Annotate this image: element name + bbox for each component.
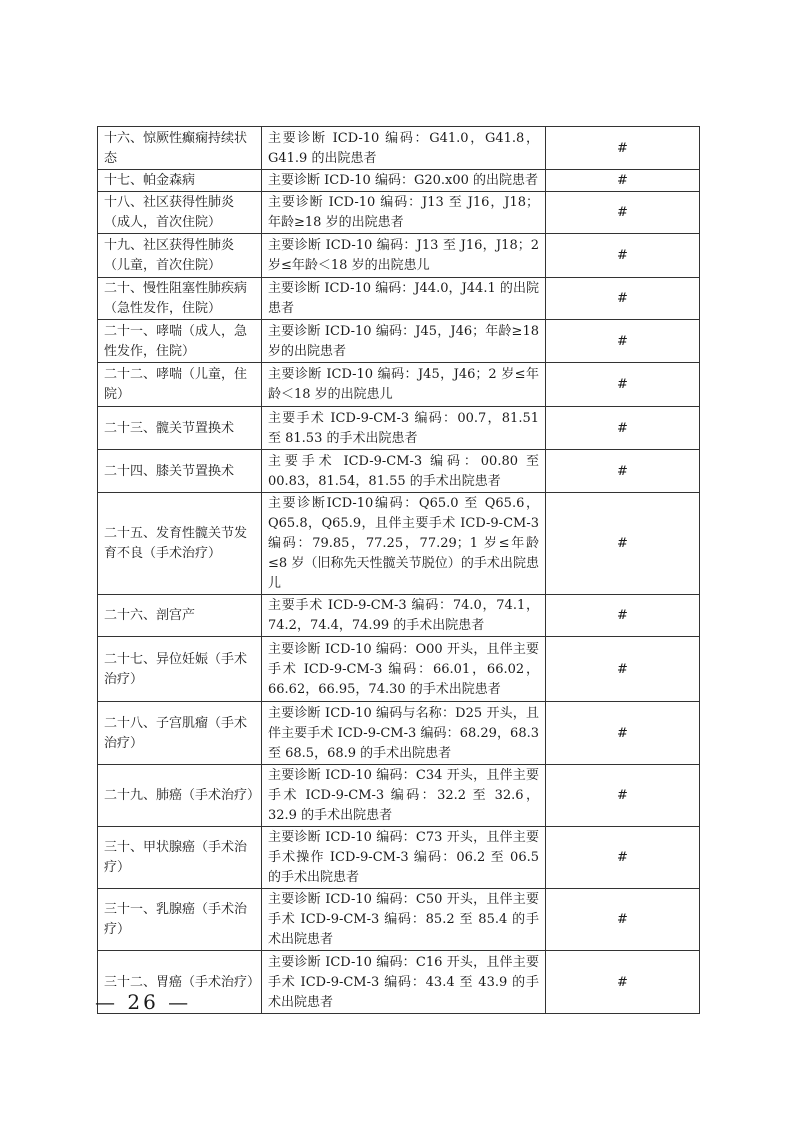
criteria-cell: 主要手术 ICD-9-CM-3 编码：74.0，74.1，74.2，74.4，74.99 的手术出院患者 bbox=[262, 595, 546, 637]
value-cell: # bbox=[546, 363, 700, 407]
criteria-cell: 主要手术 ICD-9-CM-3 编码：00.80 至 00.83，81.54，81.55 的手术出院患者 bbox=[262, 450, 546, 493]
criteria-cell: 主要诊断 ICD-10 编码：C73 开头，且伴主要手术操作 ICD-9-CM-3 编码：06.2 至 06.5 的手术出院患者 bbox=[262, 827, 546, 889]
page-number: — 26 — bbox=[95, 990, 192, 1014]
value-cell: # bbox=[546, 827, 700, 889]
criteria-cell: 主要诊断 ICD-10 编码：J45，J46；年龄≥18 岁的出院患者 bbox=[262, 320, 546, 363]
value-cell: # bbox=[546, 765, 700, 827]
value-cell: # bbox=[546, 450, 700, 493]
disease-name-cell: 三十二、胃癌（手术治疗） bbox=[98, 951, 262, 1014]
disease-name-cell: 十七、帕金森病 bbox=[98, 170, 262, 192]
table-row bbox=[98, 278, 700, 320]
criteria-cell: 主要诊断 ICD-10 编码：J44.0，J44.1 的出院患者 bbox=[262, 278, 546, 320]
criteria-cell: 主要诊断 ICD-10 编码：J45，J46；2 岁≤年龄＜18 岁的出院患儿 bbox=[262, 363, 546, 407]
table-row bbox=[98, 234, 700, 278]
table-row bbox=[98, 493, 700, 595]
criteria-cell: 主要诊断 ICD-10 编码：C16 开头，且伴主要手术 ICD-9-CM-3 编码：43.4 至 43.9 的手术出院患者 bbox=[262, 951, 546, 1014]
table-row bbox=[98, 170, 700, 192]
disease-name-cell: 二十九、肺癌（手术治疗） bbox=[98, 765, 262, 827]
value-cell: # bbox=[546, 889, 700, 951]
criteria-cell: 主要手术 ICD-9-CM-3 编码：00.7，81.51 至 81.53 的手术出院患者 bbox=[262, 407, 546, 450]
table-row bbox=[98, 827, 700, 889]
disease-name-cell: 二十、慢性阻塞性肺疾病（急性发作，住院） bbox=[98, 278, 262, 320]
value-cell: # bbox=[546, 320, 700, 363]
criteria-cell: 主要诊断 ICD-10 编码与名称：D25 开头，且伴主要手术 ICD-9-CM-3 编码：68.29，68.3 至 68.5，68.9 的手术出院患者 bbox=[262, 702, 546, 765]
disease-name-cell: 十六、惊厥性癫痫持续状态 bbox=[98, 127, 262, 170]
table-row bbox=[98, 127, 700, 170]
table-row bbox=[98, 637, 700, 702]
value-cell: # bbox=[546, 407, 700, 450]
table-row bbox=[98, 595, 700, 637]
disease-name-cell: 三十、甲状腺癌（手术治疗） bbox=[98, 827, 262, 889]
criteria-cell: 主要诊断 ICD-10 编码：C50 开头，且伴主要手术 ICD-9-CM-3 编码：85.2 至 85.4 的手术出院患者 bbox=[262, 889, 546, 951]
disease-name-cell: 三十一、乳腺癌（手术治疗） bbox=[98, 889, 262, 951]
table-row bbox=[98, 363, 700, 407]
table-row bbox=[98, 320, 700, 363]
disease-name-cell: 十八、社区获得性肺炎（成人，首次住院） bbox=[98, 192, 262, 234]
value-cell: # bbox=[546, 595, 700, 637]
criteria-cell: 主要诊断 ICD-10 编码：G41.0，G41.8，G41.9 的出院患者 bbox=[262, 127, 546, 170]
disease-name-cell: 十九、社区获得性肺炎（儿童，首次住院） bbox=[98, 234, 262, 278]
value-cell: # bbox=[546, 234, 700, 278]
disease-name-cell: 二十五、发育性髋关节发育不良（手术治疗） bbox=[98, 493, 262, 595]
disease-name-cell: 二十二、哮喘（儿童，住院） bbox=[98, 363, 262, 407]
criteria-cell: 主要诊断 ICD-10 编码：O00 开头，且伴主要手术 ICD-9-CM-3 编码：66.01，66.02，66.62，66.95，74.30 的手术出院患者 bbox=[262, 637, 546, 702]
value-cell: # bbox=[546, 278, 700, 320]
table-row bbox=[98, 702, 700, 765]
criteria-cell: 主要诊断 ICD-10 编码：G20.x00 的出院患者 bbox=[262, 170, 546, 192]
value-cell: # bbox=[546, 493, 700, 595]
value-cell: # bbox=[546, 702, 700, 765]
table-row bbox=[98, 765, 700, 827]
table-row bbox=[98, 450, 700, 493]
value-cell: # bbox=[546, 170, 700, 192]
value-cell: # bbox=[546, 192, 700, 234]
disease-name-cell: 二十四、膝关节置换术 bbox=[98, 450, 262, 493]
value-cell: # bbox=[546, 951, 700, 1014]
table-row bbox=[98, 889, 700, 951]
value-cell: # bbox=[546, 127, 700, 170]
disease-name-cell: 二十六、剖宫产 bbox=[98, 595, 262, 637]
disease-name-cell: 二十七、异位妊娠（手术治疗） bbox=[98, 637, 262, 702]
criteria-cell: 主要诊断 ICD-10 编码：J13 至 J16，J18；年龄≥18 岁的出院患者 bbox=[262, 192, 546, 234]
table-row bbox=[98, 192, 700, 234]
disease-name-cell: 二十八、子宫肌瘤（手术治疗） bbox=[98, 702, 262, 765]
value-cell: # bbox=[546, 637, 700, 702]
criteria-cell: 主要诊断 ICD-10 编码：C34 开头，且伴主要手术 ICD-9-CM-3 编码：32.2 至 32.6，32.9 的手术出院患者 bbox=[262, 765, 546, 827]
table-row bbox=[98, 407, 700, 450]
quality-indicator-table bbox=[97, 126, 700, 1014]
criteria-cell: 主要诊断ICD-10编码：Q65.0 至 Q65.6，Q65.8，Q65.9，且伴主要手术 ICD-9-CM-3 编码：79.85，77.25，77.29；1 岁≤年龄≤8 岁（旧称先天性髋关节脱位）的手术出院患儿 bbox=[262, 493, 546, 595]
disease-name-cell: 二十三、髋关节置换术 bbox=[98, 407, 262, 450]
criteria-cell: 主要诊断 ICD-10 编码：J13 至 J16，J18；2 岁≤年龄＜18 岁的出院患儿 bbox=[262, 234, 546, 278]
disease-name-cell: 二十一、哮喘（成人，急性发作，住院） bbox=[98, 320, 262, 363]
